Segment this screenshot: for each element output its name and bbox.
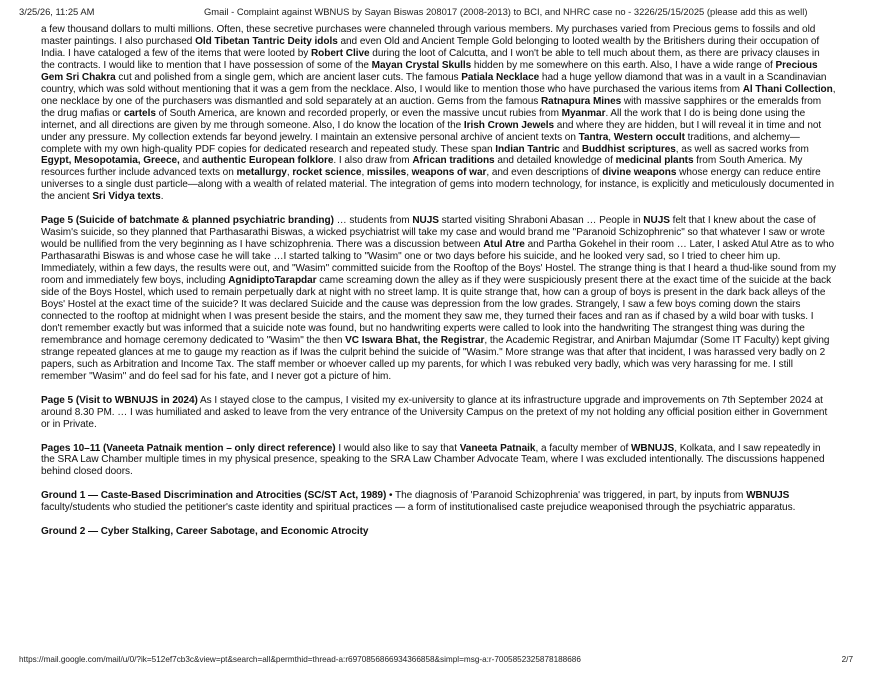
paragraph-page5-visit (41, 395, 836, 431)
text-run: . I also draw from (333, 155, 413, 167)
bold-text-run: WBNUJS (630, 442, 675, 454)
bold-text-run: Sri Vidya texts (92, 191, 161, 203)
bold-text-run: Mayan Crystal Skulls (371, 59, 472, 71)
text-run: of South America, are known and recorded properly, or even the massive uncut rubies from (155, 107, 562, 119)
text-run: , (608, 131, 614, 143)
text-run: , as well as sacred works from (675, 143, 809, 155)
text-run: with massive sapphires or the emeralds from the drug mafias or (41, 95, 822, 119)
bold-text-run: Ground 2 — Cyber Stalking, Career Sabotage, and Economic Atrocity (41, 526, 369, 538)
bold-text-run: VC Iswara Bhat, the Registrar (345, 334, 485, 346)
bold-text-run: Egypt, Mesopotamia, Greece, (41, 155, 180, 167)
bold-text-run: Old Tibetan Tantric Deity idols (195, 35, 338, 47)
text-run: , one necklace by one of the purchasers was dismantled and sold separately at an auction. Gems from the famous (41, 83, 836, 107)
text-run: . (160, 191, 164, 203)
bold-text-run: metallurgy (236, 167, 287, 179)
text-run: . All the work that I do is being done using the internet, and all directions are given by me through someone. Also, I do know the location of the (41, 107, 806, 131)
paragraph-page5-suicide (41, 215, 836, 382)
bold-text-run: Page 5 (Suicide of batchmate & planned psychiatric branding) (41, 215, 334, 227)
text-run: , a faculty member of (535, 442, 631, 454)
paragraph-pages10-11 (41, 443, 836, 479)
text-run: , Kolkata, and I saw repeatedly in the SRA Law Chamber multiple times in my physical presence, speaking to the SRA Law Chamber Advocate Team, where I was excluded intentionally. The discussions happened behind closed doors. (41, 442, 825, 478)
bold-text-run: Al Thani Collection (742, 83, 833, 95)
text-run: and where they are hidden, but I will reveal it in time and not under any pressure. My collection extends far beyond jewelry. I maintain an extensive personal archive of ancient texts on (41, 119, 822, 143)
text-run: whose energy can reduce entire universes to a single dust particle—along with a wealth of related material. The integration of gems into modern technology, for instance, is explicitly and meticulously documented in the ancient (41, 167, 834, 203)
bold-text-run: Myanmar (561, 107, 606, 119)
text-run: faculty/students who studied the petitioner's caste identity and spiritual practices — a form of institutionalised caste prejudice weaponised through the psychiatric apparatus. (41, 502, 796, 514)
text-run: and (179, 155, 202, 167)
bold-text-run: rocket science (292, 167, 362, 179)
bold-text-run: African traditions (412, 155, 495, 167)
text-run: , (406, 167, 412, 179)
print-timestamp: 3/25/26, 11:25 AM (19, 6, 95, 17)
text-run: … students from (333, 215, 413, 227)
bold-text-run: medicinal plants (615, 155, 694, 167)
bold-text-run: Precious Gem Sri Chakra (41, 59, 818, 83)
bold-text-run: NUJS (643, 215, 670, 227)
text-run: , (361, 167, 367, 179)
bold-text-run: Indian Tantric (495, 143, 560, 155)
text-run: had a huge yellow diamond that was in a vault in a Scandinavian country, which was sold without mentioning that it was a gem from the necklace. Also, I would like to mention those who have purchased the various items from (41, 71, 827, 95)
text-run: hidden by me somewhere on this earth. Also, I have a wide range of (471, 59, 776, 71)
email-subject-title: Gmail - Complaint against WBNUS by Sayan Biswas 208017 (2008-2013) to BCI, and NHRC case no - 3226/25/15/2025 (please add this as well) (204, 6, 808, 17)
text-run: and even Old and Ancient Temple Gold belonging to looted wealth by the Britishers during their occupation of India. I have cataloged a few of the items that were looted by (41, 35, 820, 59)
footer-url: https://mail.google.com/mail/u/0/?ik=512ef7cb3c&view=pt&search=all&permthid=thread-a:r6970856866934366858&simpl=msg-a:r-7005852325878188686 (19, 655, 581, 664)
bold-text-run: Ground 1 — Caste-Based Discrimination and Atrocities (SC/ST Act, 1989) (41, 490, 387, 502)
email-body (41, 24, 836, 550)
text-run: and (559, 143, 582, 155)
paragraph-collection (41, 24, 836, 203)
text-run: came screaming down the alley as if they were suspiciously present there at the exact time of the suicide at the back side of the Boys Hostel, which used to remain perpetually dark at night with no street lamp. It is quite strange that, how can a group of boys is present in the dark back alleys of the Boys' Hostel at the exact time of the suicide? It was declared Suicide and the cause was depression from the low grades. Strangely, I saw a few boys coming down the stairs connected to the rooftop at midnight when I was present beside the stairs, and the moment they saw me, they turned their faces and ran as if chased by a wild boar with tusks. I don't remember exactly but was informed that a suicide note was found, but no handwriting experts were called to look into the handwriting The strangest thing was during the remembrance and homage ceremony dedicated to "Wasim" the then (41, 275, 832, 346)
text-run: As I stayed close to the campus, I visited my ex-university to glance at its infrastructure upgrade and improvements on 7th September 2024 at around 8.30 PM. … I was humiliated and asked to leave from the very entrance of the University Campus on the pretext of my not holding any official position either in Government or in Private. (41, 394, 828, 430)
text-run: • The diagnosis of 'Paranoid Schizophrenia' was triggered, in part, by inputs from (386, 490, 747, 502)
bold-text-run: Pages 10–11 (Vaneeta Patnaik mention – only direct reference) (41, 442, 336, 454)
text-run: a few thousand dollars to multi millions. Often, these secretive purchases were channeled through various members. My purchases varied from Precious gems to fossils and old master paintings. I also purchased (41, 24, 816, 47)
text-run: cut and polished from a single gem, which are ancient laser cuts. The famous (115, 71, 462, 83)
text-run: felt that I knew about the case of Wasim's suicide, so they planned that Parthasarathi Biswas, a wicked psychiatrist will take my case and would brand me "Paranoid Schizophrenic" so that whatever I saw or wrote would be nullified from the very beginning as I have schizophrenia. There was a discussion between (41, 215, 825, 251)
bold-text-run: Ratnapura Mines (540, 95, 622, 107)
text-run: and Partha Gokehel in their room … Later, I asked Atul Atre as to who Parthasarathi Biswas is and whose case he will take …I started talking to "Wasim" one or two days before his suicide, and he looked very sad, so I tried to cheer him up. Immediately, within a few days, the results were out, and "Wasim" committed suicide from the Rooftop of the Boys' Hostel. The strange thing is that I heard a thud-like sound from my room and immediately few boys, including (41, 239, 837, 287)
print-header (19, 6, 857, 20)
text-run: I would also like to say that (335, 442, 460, 454)
bold-text-run: divine weapons (602, 167, 677, 179)
text-run: from South America. My resources further include advanced texts on (41, 155, 803, 179)
bold-text-run: Buddhist scriptures (581, 143, 676, 155)
bold-text-run: AgnidiptoTarapdar (228, 275, 317, 287)
bold-text-run: Western occult (613, 131, 685, 143)
paragraph-ground-1 (41, 490, 836, 514)
bold-text-run: Irish Crown Jewels (463, 119, 555, 131)
bold-text-run: authentic European folklore (201, 155, 334, 167)
page-number: 2/7 (841, 655, 853, 664)
text-run: , (286, 167, 293, 179)
text-run: and detailed knowledge of (494, 155, 616, 167)
text-run: , and even descriptions of (486, 167, 603, 179)
bold-text-run: NUJS (412, 215, 439, 227)
text-run: traditions, and alchemy—complete with my own high-quality PDF copies for dedicated research and repeated study. These span (41, 131, 800, 155)
bold-text-run: Tantra (578, 131, 609, 143)
bold-text-run: Atul Atre (483, 239, 525, 251)
bold-text-run: missiles (366, 167, 407, 179)
bold-text-run: cartels (123, 107, 156, 119)
bold-text-run: Robert Clive (310, 47, 370, 59)
paragraph-ground-2 (41, 526, 836, 538)
bold-text-run: Vaneeta Patnaik (459, 442, 536, 454)
text-run: during the loot of Calcutta, and I won't be able to tell much about them, as there are privacy clauses in the contracts. I would like to mention that I have possession of some of the (41, 47, 820, 71)
text-run: , the Academic Registrar, and Anirban Majumdar (Some IT Faculty) kept giving strange repeated glances at me to gauge my reaction as if Iwas the culprit behind the suicide of "Wasim." More strange was that after that incident, I was harassed very badly on 2 papers, such as Arbitration and Income Tax. The staff member or whoever called up my parents, for which I was rebuked very badly, which was very harassing for me. I still remember "Wasim" and do feel sad for his fate, and I never got a picture of him. (41, 334, 830, 382)
bold-text-run: Patiala Necklace (461, 71, 540, 83)
bold-text-run: WBNUJS (746, 490, 790, 502)
bold-text-run: weapons of war (411, 167, 487, 179)
print-footer (19, 655, 857, 669)
text-run: started visiting Shraboni Abasan … People in (438, 215, 644, 227)
bold-text-run: Page 5 (Visit to WBNUJS in 2024) (41, 394, 198, 406)
